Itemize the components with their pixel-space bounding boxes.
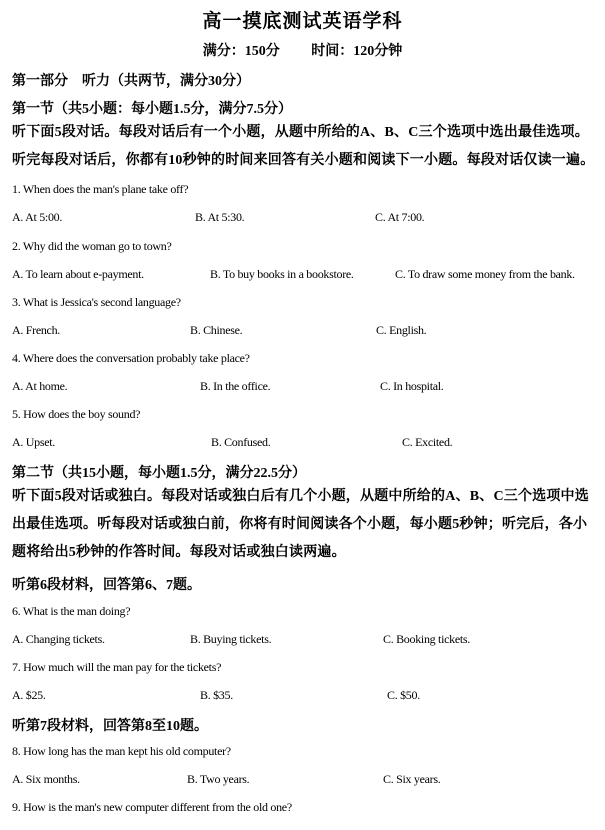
question-1: 1. When does the man's plane take off? [12,182,189,196]
material-6-heading: 听第6段材料，回答第6、7题。 [12,578,201,593]
q6-option-a: A. Changing tickets. [12,632,105,646]
material-7-heading: 听第7段材料，回答第8至10题。 [12,719,208,734]
q1-option-a: A. At 5:00. [12,210,63,224]
question-6: 6. What is the man doing? [12,604,131,618]
q7-option-b: B. $35. [200,688,233,702]
q4-option-a: A. At home. [12,379,68,393]
q6-option-c: C. Booking tickets. [383,632,470,646]
q1-option-c: C. At 7:00. [375,210,425,224]
exam-info [0,40,605,60]
exam-time: 时间：120分钟 [311,44,403,59]
q3-option-c: C. English. [376,323,427,337]
q8-option-c: C. Six years. [383,772,441,786]
q6-option-b: B. Buying tickets. [190,632,272,646]
question-9: 9. How is the man's new computer different from the old one? [12,800,292,814]
q2-option-a: A. To learn about e-payment. [12,267,144,281]
section2-heading: 第二节（共15小题，每小题1.5分，满分22.5分） [12,466,306,481]
q5-option-a: A. Upset. [12,435,55,449]
section2-instructions: 听下面5段对话或独白。每段对话或独白后有几个小题，从题中所给的A、B、C三个选项中选出最佳选项。听每段对话或独白前，你将有时间阅读各个小题，每小题5秒钟；听完后，各小题将给出5秒钟的作答时间。每段对话或独白读两遍。 [12,489,589,560]
question-2: 2. Why did the woman go to town? [12,239,172,253]
question-3: 3. What is Jessica's second language? [12,295,181,309]
section1-heading: 第一节（共5小题：每小题1.5分，满分7.5分） [12,102,292,117]
q5-option-b: B. Confused. [211,435,271,449]
q4-option-c: C. In hospital. [380,379,444,393]
part1-heading: 第一部分 听力（共两节，满分30分） [12,74,250,89]
q2-option-c: C. To draw some money from the bank. [395,267,575,281]
q5-option-c: C. Excited. [402,435,453,449]
q3-option-a: A. French. [12,323,60,337]
q3-option-b: B. Chinese. [190,323,243,337]
q7-option-a: A. $25. [12,688,46,702]
full-score: 满分：150分 [202,44,280,59]
question-5: 5. How does the boy sound? [12,407,141,421]
q2-option-b: B. To buy books in a bookstore. [210,267,354,281]
exam-title: 高一摸底测试英语学科 [202,11,403,32]
q7-option-c: C. $50. [387,688,420,702]
q1-option-b: B. At 5:30. [195,210,245,224]
q8-option-a: A. Six months. [12,772,80,786]
question-4: 4. Where does the conversation probably take place? [12,351,250,365]
q8-option-b: B. Two years. [187,772,250,786]
q4-option-b: B. In the office. [200,379,271,393]
question-8: 8. How long has the man kept his old computer? [12,744,231,758]
question-7: 7. How much will the man pay for the tickets? [12,660,222,674]
section1-instructions: 听下面5段对话。每段对话后有一个小题，从题中所给的A、B、C三个选项中选出最佳选项。听完每段对话后，你都有10秒钟的时间来回答有关小题和阅读下一小题。每段对话仅读一遍。 [12,125,595,168]
